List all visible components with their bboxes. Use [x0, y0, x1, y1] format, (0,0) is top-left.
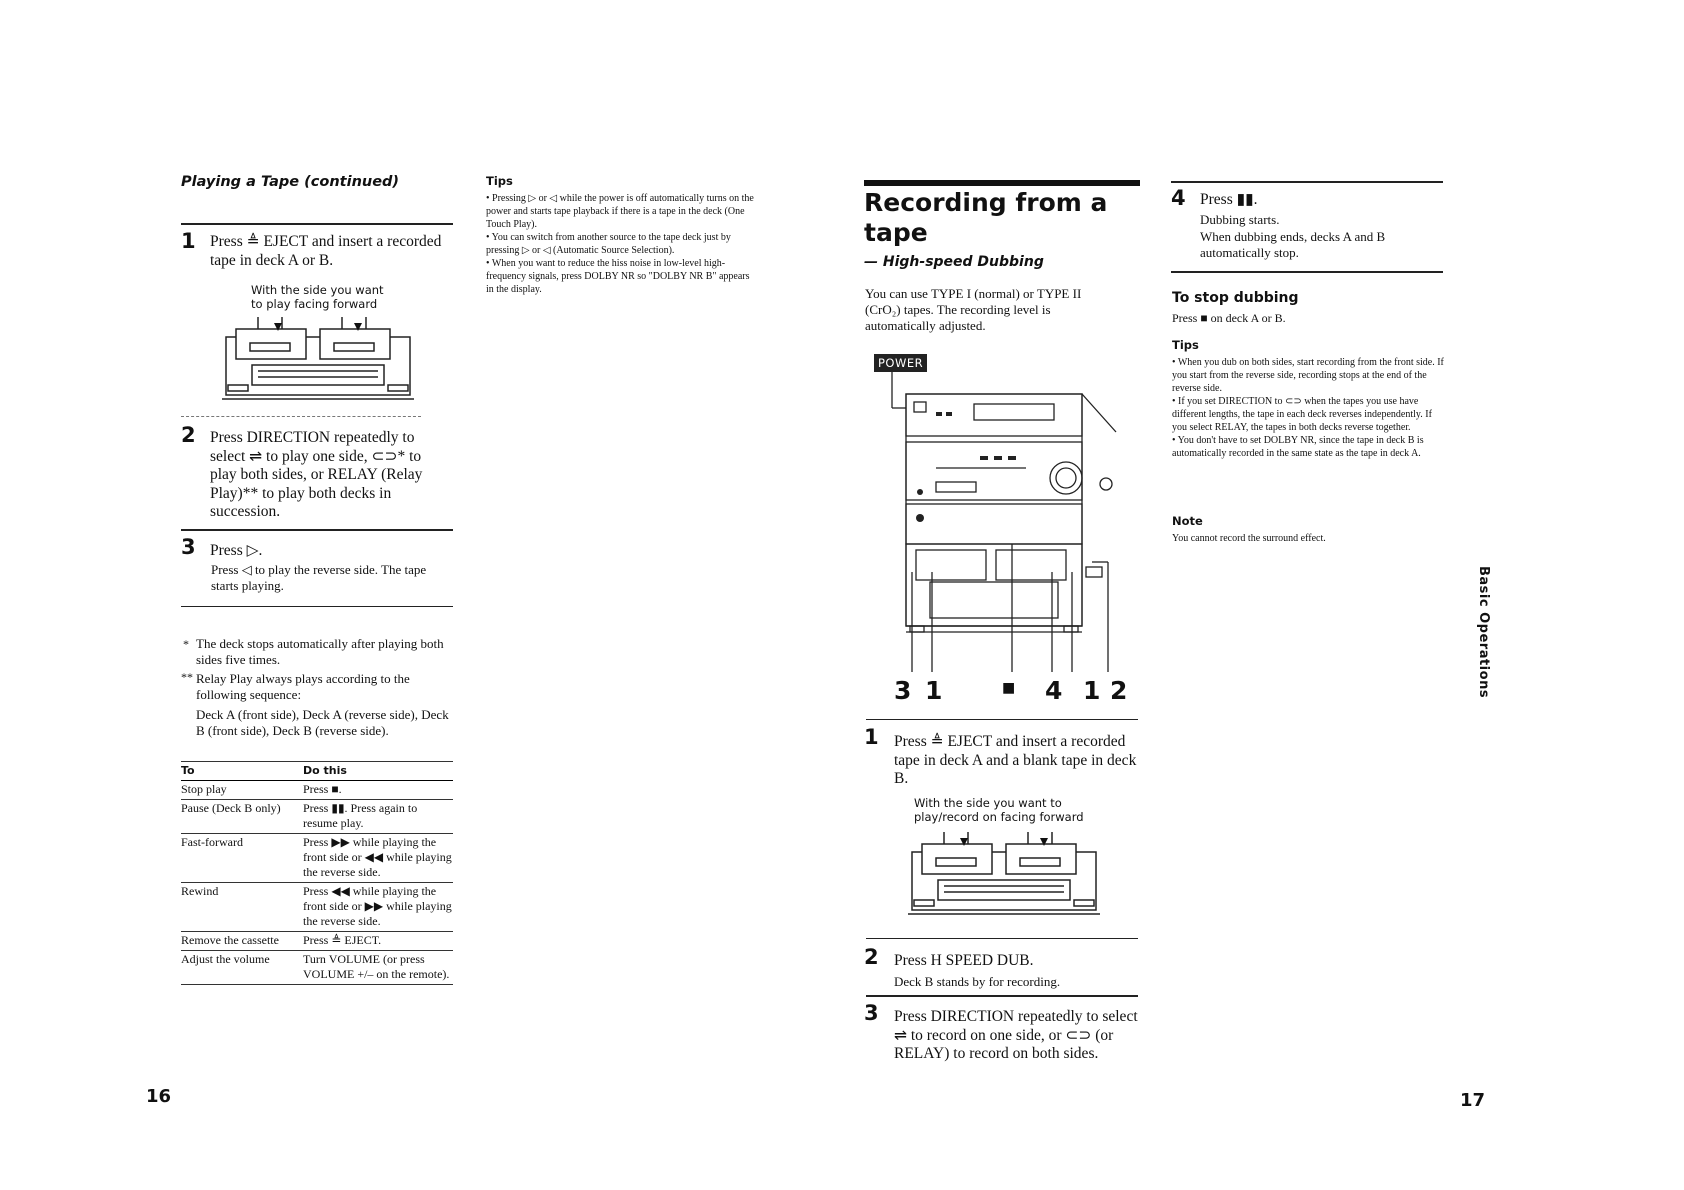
section-text: Press ■ on deck A or B.	[1172, 311, 1286, 325]
footnote-mark: *	[183, 637, 189, 651]
divider	[181, 529, 453, 531]
divider	[1171, 181, 1443, 183]
illustration-caption: With the side you want to play facing forward	[251, 283, 384, 311]
footnote: The deck stops automatically after playing both sides five times.	[196, 636, 444, 667]
note-title: Note	[1172, 514, 1203, 528]
divider	[866, 938, 1138, 939]
note-text: You cannot record the surround effect.	[1172, 533, 1326, 544]
divider	[866, 995, 1138, 997]
divider	[181, 606, 453, 607]
step-number: 2	[864, 945, 879, 969]
running-head: Playing a Tape (continued)	[181, 174, 400, 190]
table-row: Rewind Press ◀◀ while playing the front side or ▶▶ while playing the reverse side.	[181, 883, 453, 932]
table-header: To	[181, 762, 303, 781]
callout-number: 3	[894, 676, 912, 705]
page-subtitle: — High-speed Dubbing	[864, 254, 1044, 270]
page-number: 16	[146, 1086, 172, 1107]
divider	[1171, 271, 1443, 273]
section-heading: To stop dubbing	[1172, 290, 1299, 306]
stereo-system-illustration	[876, 372, 1136, 680]
table-row: Fast-forward Press ▶▶ while playing the front side or ◀◀ while playing the reverse side.	[181, 834, 453, 883]
page-number: 17	[1460, 1090, 1486, 1111]
intro-text: You can use TYPE I (normal) or TYPE II (CrO₂) tapes. The recording level is automatically adjusted.	[865, 286, 1082, 333]
step-number: 1	[181, 229, 196, 253]
tips-list: • Pressing ▷ or ◁ while the power is off automatically turns on the power and starts tape playback if there is a tape in the deck (One Touch Play). • You can switch from another source to the tape deck just by pressing ▷ or ◁ (Automatic Source Selection). • When you want to reduce the hiss noise in low-level high-frequency signals, press DOLBY NR so "DOLBY NR B" appears in the display.	[486, 193, 754, 295]
power-label: POWER	[874, 354, 927, 372]
tips-list: • When you dub on both sides, start recording from the front side. If you start from the reverse side, recording stops at the end of the reverse side. • If you set DIRECTION to ⊂⊃ when the tapes you use have different lengths, the tape in each deck reverses independently. If you select RELAY, the tapes in both decks reverse together. • You don't have to set DOLBY NR, since the tape in deck B is automatically recorded in the same state as the tape in deck A.	[1172, 357, 1444, 459]
divider	[866, 719, 1138, 720]
table-row: Remove the cassette Press ≜ EJECT.	[181, 932, 453, 951]
table-row: Pause (Deck B only) Press ▮▮. Press again to resume play.	[181, 800, 453, 834]
step-detail: Dubbing starts.	[1200, 212, 1280, 227]
step-text: Press ▷.	[210, 542, 263, 559]
footnote-sequence: Deck A (front side), Deck A (reverse side), Deck B (front side), Deck B (reverse side).	[196, 707, 449, 738]
table-row: Adjust the volume Turn VOLUME (or press VOLUME +/– on the remote).	[181, 951, 453, 985]
cassette-deck-illustration	[908, 830, 1100, 916]
callout-stop-symbol: ■	[1002, 680, 1016, 696]
callout-number: 2	[1110, 676, 1128, 705]
step-number: 3	[864, 1001, 879, 1025]
step-number: 1	[864, 725, 879, 749]
step-detail: When dubbing ends, decks A and B automatically stop.	[1200, 229, 1386, 260]
divider	[181, 416, 421, 417]
tips-title: Tips	[486, 174, 513, 188]
table-row: Stop play Press ■.	[181, 781, 453, 800]
cassette-deck-illustration	[222, 315, 414, 401]
step-number: 4	[1171, 186, 1186, 210]
step-number: 3	[181, 535, 196, 559]
callout-number: 1	[925, 676, 943, 705]
footnote-mark: **	[181, 670, 193, 684]
footnote: Relay Play always plays according to the following sequence:	[196, 671, 410, 702]
tips-title: Tips	[1172, 338, 1199, 352]
callout-number: 4	[1045, 676, 1063, 705]
step-detail: Press ◁ to play the reverse side. The tape starts playing.	[211, 562, 427, 593]
step-text: Press H SPEED DUB.	[894, 952, 1034, 969]
step-number: 2	[181, 423, 196, 447]
operations-table	[181, 761, 453, 985]
step-text: Press ≜ EJECT and insert a recorded tape in deck A or B.	[210, 233, 442, 269]
step-text: Press ≜ EJECT and insert a recorded tape in deck A and a blank tape in deck B.	[894, 733, 1137, 787]
title-bar	[864, 180, 1140, 186]
step-text: Press ▮▮.	[1200, 191, 1258, 208]
callout-number: 1	[1083, 676, 1101, 705]
step-text: Press DIRECTION repeatedly to select ⇌ to play one side, ⊂⊃* to play both sides, or RELAY (Relay Play)** to play both decks in succession.	[210, 429, 423, 520]
divider	[181, 223, 453, 225]
side-tab: Basic Operations	[1476, 566, 1491, 699]
step-text: Press DIRECTION repeatedly to select ⇌ to record on one side, or ⊂⊃ (or RELAY) to record on both sides.	[894, 1008, 1138, 1062]
step-detail: Deck B stands by for recording.	[894, 974, 1061, 989]
table-header: Do this	[303, 762, 453, 781]
illustration-caption: With the side you want to play/record on facing forward	[914, 796, 1084, 824]
page-title: Recording from a tape	[864, 188, 1108, 247]
